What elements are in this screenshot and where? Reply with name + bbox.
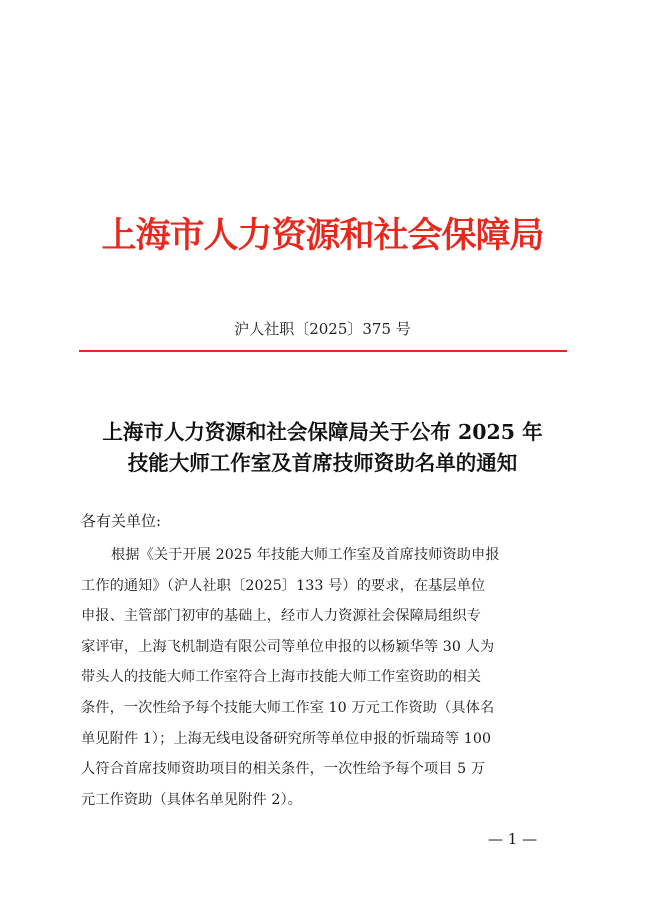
page-number: — 1 — [488,830,538,848]
body-line: 带头人的技能大师工作室符合上海市技能大师工作室资助的相关 [81,669,482,686]
body-line: 家评审，上海飞机制造有限公司等单位申报的以杨颖华等 30 人为 [81,638,495,655]
document-number: 沪人社职〔2025〕375 号 [234,320,411,338]
body-line: 人符合首席技师资助项目的相关条件，一次性给予每个项目 5 万 [81,761,486,778]
salutation: 各有关单位: [81,512,162,530]
document-title [60,417,585,479]
agency-header: 上海市人力资源和社会保障局 [101,215,544,256]
body-line: 申报、主管部门初审的基础上，经市人力资源社会保障局组织专 [81,608,482,625]
title-line: 上海市人力资源和社会保障局关于公布 2025 年 [102,420,543,444]
body-line: 单见附件 1）；上海无线电设备研究所等单位申报的忻瑞琦等 100 [81,730,492,747]
body-line: 元工作资助（具体名单见附件 2）。 [81,791,302,808]
body-paragraph [81,540,571,815]
body-line: 根据《关于开展 2025 年技能大师工作室及首席技师资助申报 [111,547,500,563]
body-line: 工作的通知》（沪人社职〔2025〕133 号）的要求，在基层单位 [81,577,486,594]
body-line: 条件，一次性给予每个技能大师工作室 10 万元工作资助（具体名 [81,699,495,716]
red-divider-line [79,350,567,352]
title-line: 技能大师工作室及首席技师资助名单的通知 [127,451,518,475]
